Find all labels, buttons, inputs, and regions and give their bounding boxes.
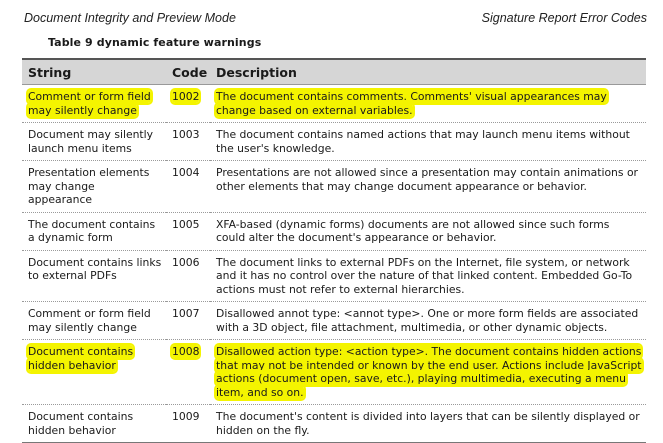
- cell-string-text: Comment or form field may silently change: [28, 90, 151, 117]
- cell-string-text: The document contains a dynamic form: [28, 217, 156, 244]
- cell-description-text: The document's content is divided into layers that can be silently displayed or hidden on the fly.: [216, 410, 640, 437]
- cell-code: [166, 340, 210, 405]
- cell-string-text: Document contains hidden behavior: [28, 410, 134, 437]
- table-row: [22, 250, 646, 302]
- page-header: [0, 0, 663, 30]
- cell-code-text: 1004: [172, 166, 200, 179]
- table-row: [22, 161, 646, 213]
- column-header-string: String: [22, 59, 166, 85]
- cell-code-text: 1008: [172, 345, 200, 358]
- cell-code-text: 1006: [172, 255, 200, 269]
- cell-description-text: XFA-based (dynamic forms) documents are not allowed since such forms could alter the document's appearance or behavior.: [216, 217, 610, 244]
- cell-string-text: Document contains links to external PDFs: [28, 255, 162, 282]
- cell-description-text: Disallowed action type: <action type>. The document contains hidden actions that may not be intended or known by the end user. Actions include JavaScript actions (document open, save, etc.), playing multimedia, executing a menu item, and so on.: [216, 345, 642, 399]
- cell-description-text: Presentations are not allowed since a presentation may contain animations or other elements that may change document appearance or behavior.: [216, 166, 638, 193]
- cell-code-text: 1002: [172, 90, 200, 103]
- warnings-table: [22, 58, 646, 443]
- cell-string: [22, 123, 166, 161]
- cell-string: [22, 340, 166, 405]
- header-right-title: Signature Report Error Codes: [481, 11, 647, 25]
- column-header-description: Description: [210, 59, 646, 85]
- column-header-code: Code: [166, 59, 210, 85]
- cell-string: [22, 302, 166, 340]
- cell-code: [166, 250, 210, 302]
- cell-description-text: The document contains comments. Comments' visual appearances may change based on external variables.: [216, 90, 607, 117]
- cell-description: [210, 161, 646, 213]
- table-caption: Table 9 dynamic feature warnings: [48, 36, 262, 49]
- cell-string: [22, 405, 166, 443]
- cell-description: [210, 212, 646, 250]
- table-row: [22, 405, 646, 443]
- table-row: [22, 302, 646, 340]
- cell-description: [210, 340, 646, 405]
- cell-code: [166, 212, 210, 250]
- cell-description-text: The document contains named actions that may launch menu items without the user's knowledge.: [216, 128, 630, 155]
- table-body: [22, 85, 646, 443]
- cell-code-text: 1005: [172, 217, 200, 231]
- cell-description-text: Disallowed annot type: <annot type>. One or more form fields are associated with a 3D object, file attachment, multimedia, or other dynamic objects.: [216, 307, 639, 334]
- header-left-title: Document Integrity and Preview Mode: [24, 11, 236, 25]
- cell-description-text: The document links to external PDFs on the Internet, file system, or network and it has no control over the nature of that linked content. Embedded Go-To actions must not refer to external hierarchies.: [216, 255, 633, 296]
- cell-code-text: 1009: [172, 410, 200, 423]
- cell-string-text: Comment or form field may silently change: [28, 307, 151, 334]
- cell-string: [22, 212, 166, 250]
- cell-code: [166, 161, 210, 213]
- table-header: [22, 59, 646, 85]
- table-header-row: [22, 59, 646, 85]
- warnings-table-container: [22, 58, 646, 443]
- cell-code: [166, 405, 210, 443]
- table-row: [22, 212, 646, 250]
- cell-code: [166, 123, 210, 161]
- cell-string-text: Document contains hidden behavior: [28, 345, 134, 372]
- cell-description: [210, 405, 646, 443]
- cell-string: [22, 85, 166, 123]
- cell-string: [22, 250, 166, 302]
- cell-description: [210, 250, 646, 302]
- cell-description: [210, 123, 646, 161]
- cell-code: [166, 85, 210, 123]
- table-row: [22, 340, 646, 405]
- cell-string-text: Document may silently launch menu items: [28, 128, 154, 155]
- table-row: [22, 123, 646, 161]
- cell-code-text: 1007: [172, 307, 200, 320]
- table-row: [22, 85, 646, 123]
- cell-description: [210, 85, 646, 123]
- cell-string-text: Presentation elements may change appearance: [28, 166, 150, 206]
- cell-description: [210, 302, 646, 340]
- cell-code-text: 1003: [172, 128, 200, 141]
- cell-code: [166, 302, 210, 340]
- cell-string: [22, 161, 166, 213]
